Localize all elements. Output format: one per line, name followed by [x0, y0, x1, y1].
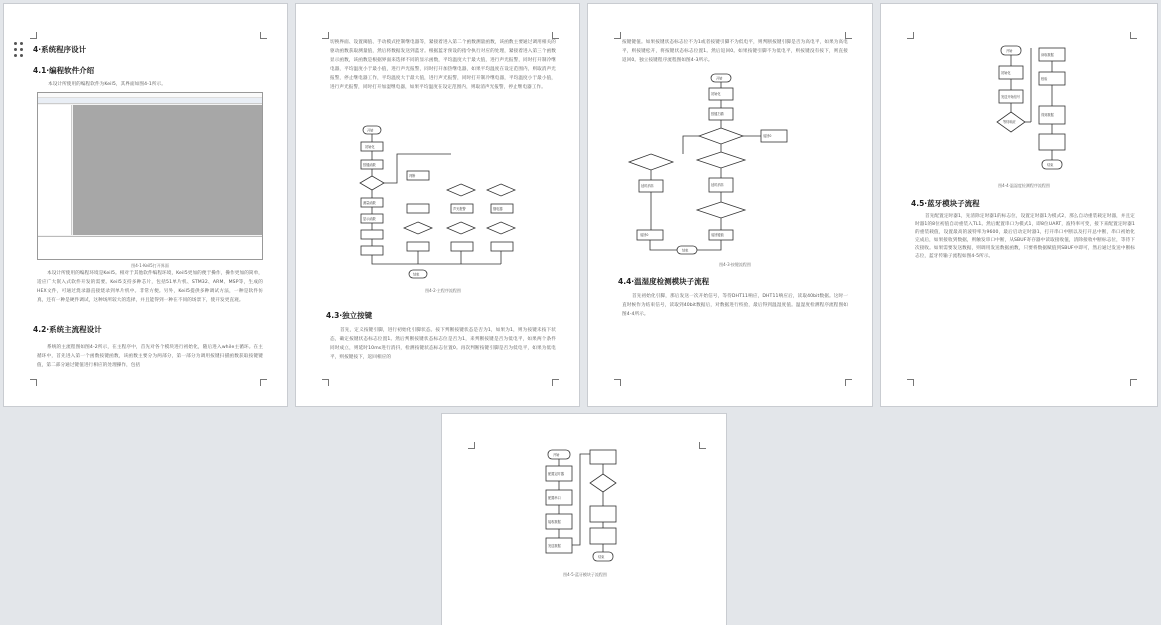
document-page-5[interactable]: [441, 413, 727, 625]
svg-text:按键函数: 按键函数: [363, 163, 376, 167]
body-paragraph: 系统的主流程图如图4-2所示，在主程序中，首先对各个模块进行初始化，随后进入while主循环。在主循环中，首先进入第一个函数按键函数，该函数主要分为两部分，第一部分为调用按键扫描函数获取按键键值，第二部分通过键值进行相应的处理操作，包括: [37, 345, 263, 368]
flow-decision: [360, 176, 384, 190]
figure-caption: 图4-3·按键流程图: [719, 262, 751, 267]
svg-text:结束: 结束: [598, 555, 605, 559]
figure-caption: 图4-1·Keil5打开界面: [131, 263, 169, 268]
svg-text:返回0: 返回0: [763, 134, 772, 138]
intro-text: 本设计所使用的编程软件为Keil5，其界面如图4-1所示。: [48, 82, 166, 87]
body-paragraph: 首先，定义按键引脚，进行初始化引脚状态。按下判断按键状态是否为1，如果为1，则为按键未按下状态，确定按键状态标志位置1。然后判断按键状态标志位是否为1，来判断按键是否为低电平，如果两个条件同时成立，则延时10ms进行消抖，检测按键状态标志位置0。再次判断按键引脚是否为低电平，如果为低电平，则按键按下，返回相应的: [330, 328, 556, 360]
svg-text:配置串口: 配置串口: [548, 496, 561, 500]
svg-text:发送开始信号: 发送开始信号: [1001, 95, 1021, 99]
margin-corner: [260, 379, 267, 386]
heading-temp-humidity: 4.4·温湿度检测模块子流程: [618, 277, 710, 286]
heading-independent-key: 4.3·独立按键: [326, 311, 373, 320]
margin-corner: [1130, 32, 1137, 39]
figure-caption: 图4-5·蓝牙模块子流程图: [563, 572, 607, 577]
margin-corner: [1130, 379, 1137, 386]
document-page-4[interactable]: [880, 3, 1158, 407]
key-flowchart: [623, 72, 823, 262]
svg-text:开始: 开始: [1006, 49, 1013, 53]
drag-handle-icon[interactable]: [14, 42, 24, 58]
svg-text:配置定时器: 配置定时器: [548, 472, 564, 476]
heading-main-flow: 4.2·系统主流程设计: [33, 325, 102, 334]
bluetooth-flowchart: [542, 446, 632, 571]
svg-text:延时消抖: 延时消抖: [711, 183, 724, 187]
heading-bluetooth: 4.5·蓝牙模块子流程: [911, 199, 980, 208]
svg-text:返回键值: 返回键值: [711, 233, 724, 237]
document-page-2[interactable]: [295, 3, 580, 407]
svg-text:校验: 校验: [1041, 77, 1048, 81]
heading-system-program: 4·系统程序设计: [33, 45, 87, 54]
margin-corner: [907, 379, 914, 386]
dht11-flowchart: [991, 42, 1081, 177]
svg-text:得到数据: 得到数据: [1041, 113, 1054, 117]
figure-caption: 图4-4·温湿度检测程序流程图: [998, 183, 1050, 188]
svg-text:开始: 开始: [367, 128, 374, 133]
margin-corner: [322, 379, 329, 386]
svg-text:读取数据: 读取数据: [1041, 53, 1054, 57]
svg-text:初始化: 初始化: [365, 145, 375, 149]
figure-caption: 图4-2·主程序流程图: [425, 288, 461, 293]
body-paragraph: 首先初始化引脚，那后发送一次开始信号，等待DHT11响应，DHT11响应后，读取40bit数据。这时一直时候作为结束信号，读取到40bit数据后，对数据进行校验，最后得到温湿度值。温湿度检测程序流程图如图4-4所示。: [622, 294, 848, 317]
svg-text:结束: 结束: [413, 272, 420, 277]
margin-corner: [468, 442, 475, 449]
margin-corner: [30, 379, 37, 386]
svg-text:结束: 结束: [682, 248, 689, 253]
svg-text:开始: 开始: [716, 76, 723, 81]
keil5-screenshot: [37, 92, 263, 260]
svg-text:初始化: 初始化: [1001, 71, 1011, 75]
body-paragraph: 首先配置定时器1，先清除定时器1的标志位，设置定时器1为模式2，那么自动重装载定时器，并且定时器1的8位初值自动重装入TL1。然后配置串口为模式1，即8位UART，波特率可变，接下来配置定时器1的重装载值，设置最高的波特率为9600，最后启动定时器1，打开串口中断以及打开总中断，串口初始化完成后，如果接收到数据，则触发串口中断，从SBUF寄存器中读取接收值，清除接收中断标志位，等待下次接收。如果需要发送数据，则调用发送数据函数，只要将数据赋值到SBUF中即可，然后通过发送中断标志位，蓝牙传输子流程如图4-5所示。: [915, 214, 1135, 259]
svg-text:声光报警: 声光报警: [453, 207, 466, 211]
margin-corner: [260, 32, 267, 39]
svg-text:延时消抖: 延时消抖: [641, 184, 654, 188]
body-paragraph: 本设计所使用的编程环境是Keil5。相对于其他软件编程环境，Keil5更加的便于操作，操作更加的简单，适应广大嵌入式软件开发的需要。Keil5支持多种芯片，包括51单片机、STM32、ARM、MSP等，生成的HEX文件，可通过烧录器直接烧录到单片机中。非常方便。另外，Keil5提供多种调试方法，一种是软件仿真，还有一种是硬件调试，这种场所较大的选择，并且能得到一种在不同的场景下，使开发更直观。: [37, 271, 263, 303]
margin-corner: [907, 32, 914, 39]
margin-corner: [30, 32, 37, 39]
svg-text:开始: 开始: [553, 453, 560, 457]
svg-text:返回0: 返回0: [640, 233, 649, 237]
margin-corner: [552, 379, 559, 386]
main-flowchart: [351, 124, 541, 284]
svg-text:发送数据: 发送数据: [548, 544, 561, 548]
body-paragraph: 切换界面、设置阈值、手动模式控制继电器等，紧接着进入第二个函数测量函数，该函数主要通过调用相关的驱动函数获取测量值，然后将数据发送到蓝牙。根据蓝牙预设的指令执行对应的处理，紧接着进入第三个函数显示函数，该函数是根据界面来选择不同的显示函数，平均温度大于最大值，进行声光报警，同时打开制冷继电器，平均温度小于最小值，进行声光报警，同时打开加热继电器，如果平均温度在设定范围内，则取消声光报警，停止继电器工作，平均温度大于最大值，进行声光报警，同时打开制冷继电器，平均温度小于最小值，进行声光报警，同时打开加湿继电器，如果平均温度在设定范围内，则取消声光报警，停止继电器工作。: [330, 40, 556, 90]
svg-text:继电器: 继电器: [493, 207, 503, 211]
margin-corner: [699, 442, 706, 449]
svg-text:初始化: 初始化: [711, 92, 721, 96]
margin-corner: [614, 32, 621, 39]
svg-text:显示函数: 显示函数: [363, 217, 376, 221]
body-paragraph: 按键键值。如果按键状态标志位不为1或者按键引脚不为低电平，则判断按键引脚是否为高电平，如果为高电平，则按键松开，将按键状态标志位置1。然后返回0。如果按键引脚不为低电平，则按键没有按下，则直接返回0。独立按键程序流程图如图4-3所示。: [622, 40, 848, 63]
document-page-3[interactable]: [587, 3, 873, 407]
svg-text:按键扫描: 按键扫描: [711, 112, 724, 116]
svg-text:结束: 结束: [1047, 163, 1054, 167]
svg-text:接收数据: 接收数据: [548, 520, 561, 524]
svg-text:判断: 判断: [409, 174, 416, 178]
margin-corner: [845, 379, 852, 386]
document-page-1[interactable]: [3, 3, 288, 407]
margin-corner: [614, 379, 621, 386]
svg-text:等待响应: 等待响应: [1003, 120, 1016, 124]
svg-text:测量函数: 测量函数: [363, 201, 376, 205]
margin-corner: [322, 32, 329, 39]
heading-software-intro: 4.1·编程软件介绍: [33, 66, 95, 75]
